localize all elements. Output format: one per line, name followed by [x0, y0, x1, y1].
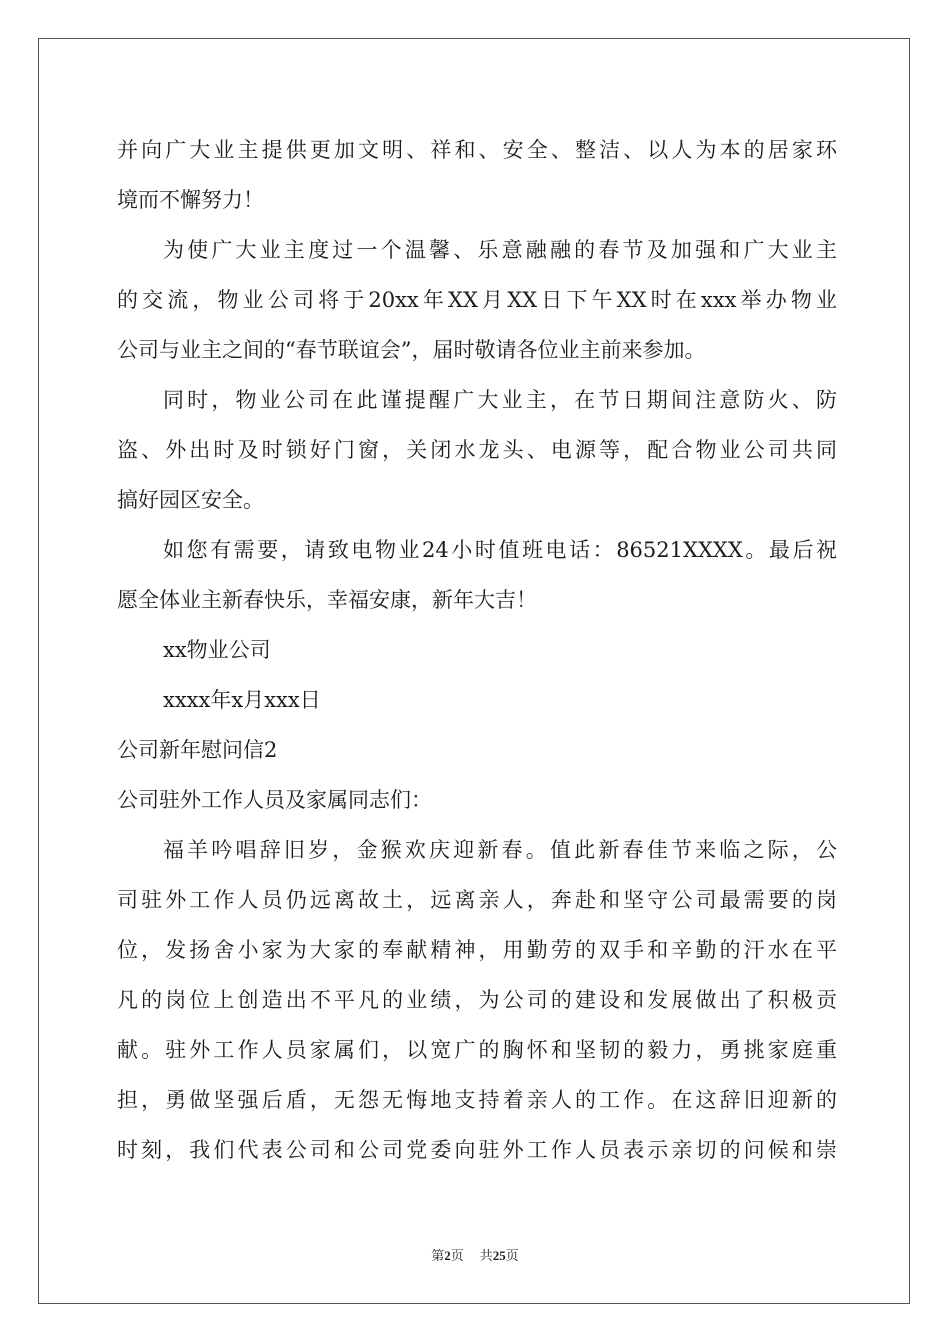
paragraph-start-line: 福羊吟唱辞旧岁，金猴欢庆迎新春。值此新春佳节来临之际，公: [163, 838, 837, 862]
text-line: 公司与业主之间的“春节联谊会”，届时敬请各位业主前来参加。: [117, 338, 706, 362]
total-prefix: 共: [479, 1249, 493, 1264]
page-prefix: 第: [431, 1249, 445, 1264]
text-line: 搞好园区安全。: [117, 488, 264, 512]
page-footer: [0, 1247, 950, 1266]
paragraph-start-line: 同时，物业公司在此谨提醒广大业主，在节日期间注意防火、防: [163, 388, 837, 412]
text-line: 的交流，物业公司将于20xx年XX月XX日下午XX时在xxx举办物业: [117, 288, 837, 312]
section-title: 公司新年慰问信2: [117, 738, 278, 762]
text-line: 并向广大业主提供更加文明、祥和、安全、整洁、以人为本的居家环: [117, 138, 837, 162]
paragraph-start-line: 为使广大业主度过一个温馨、乐意融融的春节及加强和广大业主: [163, 238, 837, 262]
total-pages: 25: [492, 1248, 506, 1263]
page-number: 2: [444, 1248, 451, 1263]
total-suffix: 页: [505, 1249, 519, 1264]
salutation: 公司驻外工作人员及家属同志们：: [117, 788, 432, 812]
text-line: 盗、外出时及时锁好门窗，关闭水龙头、电源等，配合物业公司共同: [117, 438, 837, 462]
signature-company: xx物业公司: [163, 638, 271, 662]
text-line: 境而不懈努力！: [117, 188, 264, 212]
text-line: 愿全体业主新春快乐，幸福安康，新年大吉！: [117, 588, 537, 612]
paragraph-start-line: 如您有需要，请致电物业24小时值班电话：86521XXXX。最后祝: [163, 538, 837, 562]
text-line: 献。驻外工作人员家属们，以宽广的胸怀和坚韧的毅力，勇挑家庭重: [117, 1038, 837, 1062]
signature-date: xxxx年x月xxx日: [163, 688, 321, 712]
page-suffix: 页: [450, 1249, 464, 1264]
text-line: 凡的岗位上创造出不平凡的业绩，为公司的建设和发展做出了积极贡: [117, 988, 837, 1012]
text-line: 担，勇做坚强后盾，无怨无悔地支持着亲人的工作。在这辞旧迎新的: [117, 1088, 837, 1112]
text-line: 时刻，我们代表公司和公司党委向驻外工作人员表示亲切的问候和崇: [117, 1138, 837, 1162]
text-line: 位，发扬舍小家为大家的奉献精神，用勤劳的双手和辛勤的汗水在平: [117, 938, 837, 962]
document-body: [117, 125, 837, 1175]
text-line: 司驻外工作人员仍远离故土，远离亲人，奔赴和坚守公司最需要的岗: [117, 888, 837, 912]
